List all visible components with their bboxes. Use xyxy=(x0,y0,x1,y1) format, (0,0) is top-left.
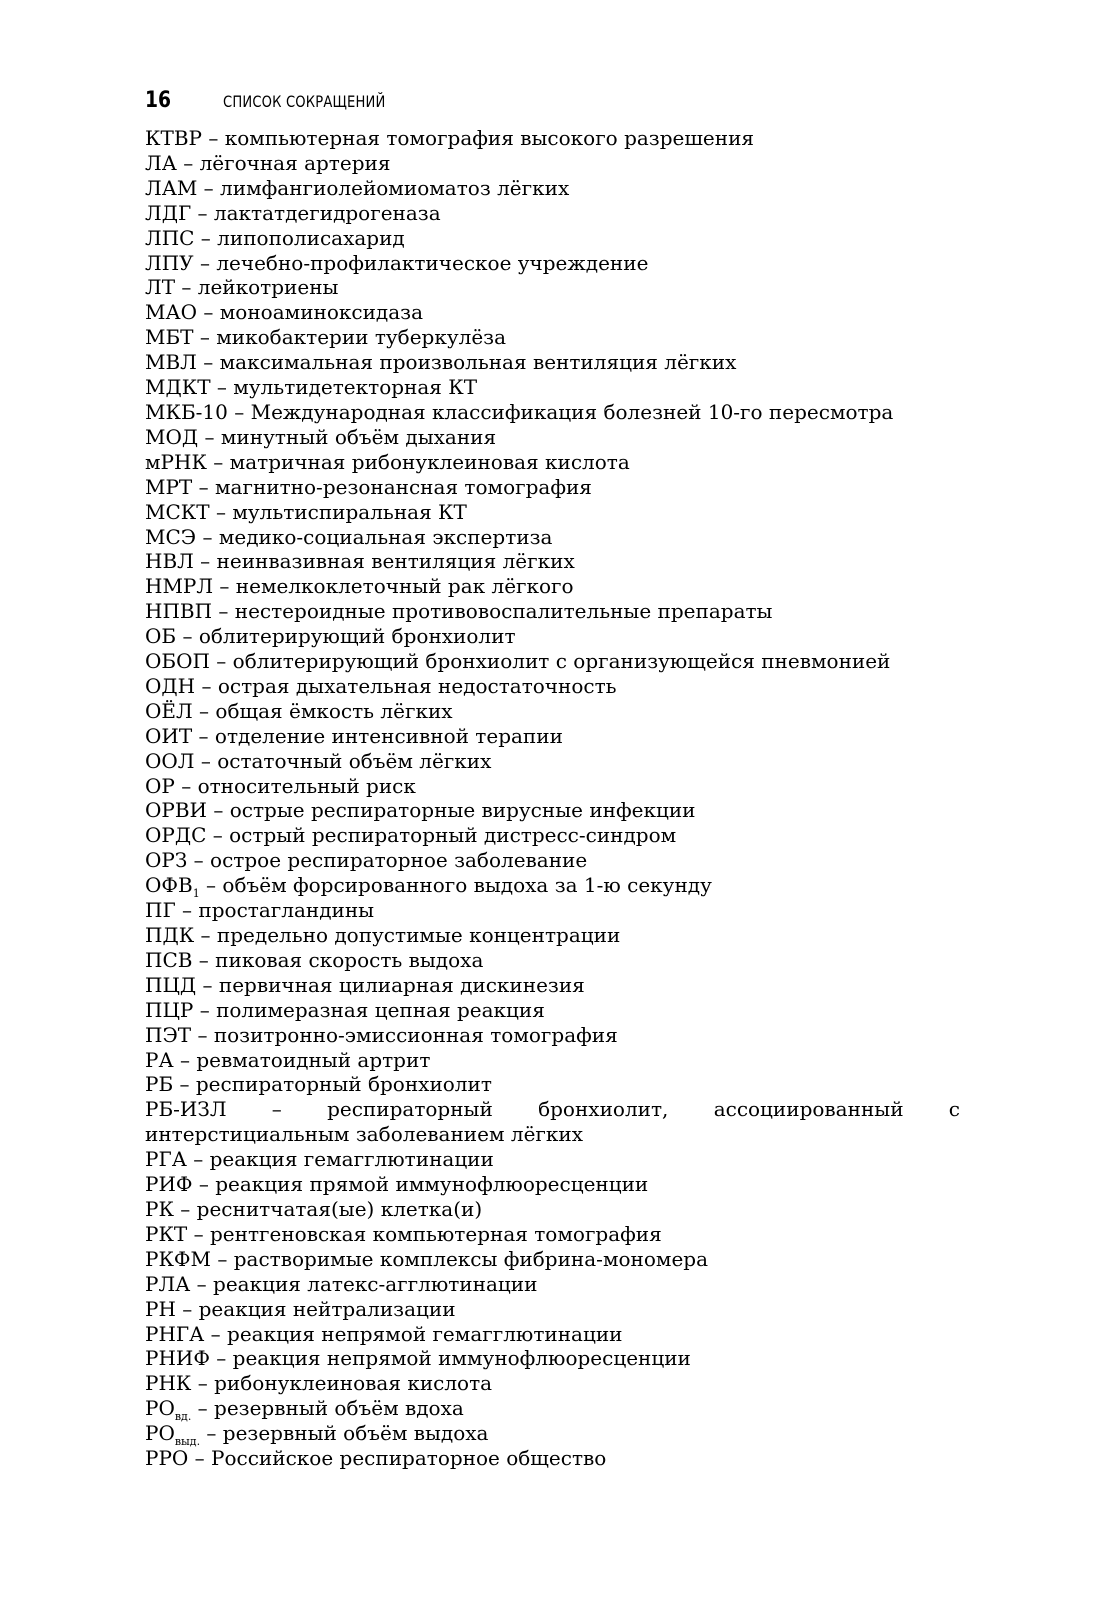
abbreviation-term: РО xyxy=(145,1396,175,1421)
abbreviation-definition: предельно допустимые концентрации xyxy=(216,923,621,947)
abbreviation-definition: рентгеновская компьютерная томография xyxy=(210,1221,662,1246)
abbreviation-entry: ПГ – простагландины xyxy=(145,898,375,923)
abbreviation-entry: МСЭ – медико-социальная экспертиза xyxy=(145,524,553,549)
abbreviation-entry: РН – реакция нейтрализации xyxy=(145,1296,456,1321)
abbreviation-entry: РНГА – реакция непрямой гемагглютинации xyxy=(145,1321,623,1346)
abbreviation-definition: остаточный объём лёгких xyxy=(217,748,492,773)
abbreviation-definition: реснитчатая(ые) клетка(и) xyxy=(196,1196,483,1221)
abbreviation-definition: резервный объём выдоха xyxy=(222,1421,489,1446)
abbreviation-definition: ревматоидный артрит xyxy=(196,1047,431,1072)
abbreviation-term: ПЦД xyxy=(145,972,197,997)
abbreviation-definition: реакция непрямой гемагглютинации xyxy=(227,1321,623,1346)
abbreviation-definition: облитерирующий бронхиолит xyxy=(198,624,516,649)
abbreviation-definition: реакция гемагглютинации xyxy=(209,1147,494,1172)
abbreviation-definition: медико-социальная экспертиза xyxy=(218,524,553,549)
abbreviation-definition: рибонуклеиновая кислота xyxy=(214,1371,493,1396)
running-head: СПИСОК СОКРАЩЕНИЙ xyxy=(223,92,386,111)
abbreviation-entry: РНИФ – реакция непрямой иммунофлюоресценции xyxy=(145,1346,691,1371)
abbreviation-entry: ЛА – лёгочная артерия xyxy=(145,150,391,175)
abbreviation-term: ЛПУ xyxy=(145,250,194,275)
abbreviation-term: ПЦР xyxy=(145,997,194,1022)
abbreviation-definition: относительный риск xyxy=(197,773,416,798)
abbreviation-entry: РНК – рибонуклеиновая кислота xyxy=(145,1371,493,1396)
abbreviation-entry: МАО – моноаминоксидаза xyxy=(145,300,424,325)
abbreviation-term: РГА xyxy=(145,1147,187,1172)
abbreviation-entry: ПЦД – первичная цилиарная дискинезия xyxy=(145,972,585,997)
abbreviation-entry: НПВП – нестероидные противовоспалительные препараты xyxy=(145,599,773,624)
abbreviation-term: РКТ xyxy=(145,1221,188,1246)
abbreviation-definition: реакция нейтрализации xyxy=(198,1296,456,1321)
abbreviation-entry: МДКТ – мультидетекторная КТ xyxy=(145,375,478,400)
abbreviation-term: ОФВ xyxy=(145,873,193,898)
abbreviation-term: ЛДГ xyxy=(145,200,192,225)
abbreviation-term: ОРВИ xyxy=(145,798,207,823)
abbreviation-term: ОР xyxy=(145,773,175,798)
abbreviation-entry: ОРВИ – острые респираторные вирусные инфекции xyxy=(145,798,696,823)
abbreviation-definition: реакция непрямой иммунофлюоресценции xyxy=(232,1346,691,1371)
abbreviation-definition: позитронно-эмиссионная томография xyxy=(213,1022,618,1047)
abbreviation-term: РНГА xyxy=(145,1321,205,1346)
abbreviation-entry: РК – реснитчатая(ые) клетка(и) xyxy=(145,1196,483,1221)
abbreviation-subscript: 1 xyxy=(192,887,200,901)
page-header xyxy=(145,88,421,118)
abbreviation-entry: МОД – минутный объём дыхания xyxy=(145,424,497,449)
abbreviation-entry: ОИТ – отделение интенсивной терапии xyxy=(145,723,563,748)
abbreviation-term: НВЛ xyxy=(145,549,194,574)
abbreviation-definition: первичная цилиарная дискинезия xyxy=(218,972,585,997)
abbreviation-entry: ЛПУ – лечебно-профилактическое учреждение xyxy=(145,250,649,275)
abbreviation-entry: ПДК – предельно допустимые концентрации xyxy=(145,923,621,947)
abbreviation-definition: компьютерная томография высокого разрешения xyxy=(224,126,755,150)
abbreviation-term: КТВР xyxy=(145,126,202,150)
abbreviation-definition: матричная рибонуклеиновая кислота xyxy=(229,449,630,474)
abbreviation-definition: лактатдегидрогеназа xyxy=(213,200,441,225)
abbreviation-term: ОРЗ xyxy=(145,848,188,873)
abbreviation-entry: ОРЗ – острое респираторное заболевание xyxy=(145,848,588,873)
abbreviation-term: МОД xyxy=(145,424,199,449)
abbreviation-entry: ПЦР – полимеразная цепная реакция xyxy=(145,997,545,1022)
abbreviation-entry: МВЛ – максимальная произвольная вентиляция лёгких xyxy=(145,350,737,375)
abbreviation-entry: ОЁЛ – общая ёмкость лёгких xyxy=(145,698,453,723)
abbreviation-term: МСКТ xyxy=(145,499,210,524)
abbreviation-definition: резервный объём вдоха xyxy=(214,1396,464,1421)
abbreviation-entry: ЛДГ – лактатдегидрогеназа xyxy=(145,200,441,225)
abbreviation-entry: $РО_{вд.}$ – резервный объём вдоха xyxy=(145,1396,464,1424)
abbreviation-term: МБТ xyxy=(145,325,194,350)
abbreviation-definition: реакция латекс-агглютинации xyxy=(213,1271,538,1296)
abbreviation-term: ОБОП xyxy=(145,649,210,674)
abbreviation-definition: общая ёмкость лёгких xyxy=(215,698,453,723)
abbreviation-entry: МСКТ – мультиспиральная КТ xyxy=(145,499,467,524)
abbreviation-term: РА xyxy=(145,1047,174,1072)
abbreviation-term: ОРДС xyxy=(145,823,207,848)
abbreviation-entry: МРТ – магнитно-резонансная томография xyxy=(145,474,592,499)
abbreviation-term: МКБ-10 xyxy=(145,399,228,424)
abbreviation-entry: ПЭТ – позитронно-эмиссионная томография xyxy=(145,1022,618,1047)
abbreviation-definition: лейкотриены xyxy=(197,275,339,300)
abbreviation-definition: острое респираторное заболевание xyxy=(210,848,588,873)
page-number: 16 xyxy=(145,88,172,113)
abbreviation-entry: РКФМ – растворимые комплексы фибрина-мономера xyxy=(145,1246,709,1271)
abbreviation-entry: ЛАМ – лимфангиолейомиоматоз лёгких xyxy=(145,175,570,200)
abbreviation-entry: ОДН – острая дыхательная недостаточность xyxy=(145,673,617,698)
abbreviation-term: РНИФ xyxy=(145,1346,210,1371)
abbreviation-list xyxy=(145,126,960,1471)
abbreviation-term: ОЁЛ xyxy=(145,698,193,723)
abbreviation-definition: острая дыхательная недостаточность xyxy=(217,673,617,698)
abbreviation-term: РО xyxy=(145,1421,175,1446)
abbreviation-definition: отделение интенсивной терапии xyxy=(214,723,563,748)
abbreviation-entry: РБ – респираторный бронхиолит xyxy=(145,1072,492,1097)
abbreviation-definition: лечебно-профилактическое учреждение xyxy=(216,250,649,275)
abbreviation-subscript: вд. xyxy=(174,1410,192,1424)
abbreviation-term: ЛАМ xyxy=(145,175,198,200)
abbreviation-term: ПСВ xyxy=(145,947,193,972)
abbreviation-term: мРНК xyxy=(145,449,207,474)
abbreviation-definition: объём форсированного выдоха за 1-ю секунду xyxy=(222,873,712,898)
abbreviation-definition: респираторный бронхиолит xyxy=(195,1072,492,1097)
abbreviation-entry: РА – ревматоидный артрит xyxy=(145,1047,431,1072)
abbreviation-subscript: выд. xyxy=(174,1435,201,1449)
abbreviation-entry: ООЛ – остаточный объём лёгких xyxy=(145,748,492,773)
abbreviation-entry: ОР – относительный риск xyxy=(145,773,416,798)
abbreviation-term: РРО xyxy=(145,1446,189,1471)
abbreviation-entry: ОБ – облитерирующий бронхиолит xyxy=(145,624,516,649)
abbreviation-term: ЛА xyxy=(145,150,177,175)
abbreviation-definition: мультиспиральная КТ xyxy=(232,499,467,524)
abbreviation-term: РБ-ИЗЛ xyxy=(145,1097,227,1122)
abbreviation-entry: $ОФВ_1$ – объём форсированного выдоха за 1-ю секунду xyxy=(145,873,712,901)
abbreviation-entry: ОРДС – острый респираторный дистресс-синдром xyxy=(145,823,677,848)
abbreviation-definition: лёгочная артерия xyxy=(199,150,391,175)
abbreviation-definition: микобактерии туберкулёза xyxy=(216,325,506,350)
abbreviation-term: ПДК xyxy=(145,923,195,947)
abbreviation-definition: лимфангиолейомиоматоз лёгких xyxy=(220,175,570,200)
abbreviation-entry: ЛПС – липополисахарид xyxy=(145,225,405,250)
abbreviation-term: РБ xyxy=(145,1072,174,1097)
abbreviation-term: НМРЛ xyxy=(145,574,214,599)
abbreviation-definition: максимальная произвольная вентиляция лёгких xyxy=(219,350,737,375)
abbreviation-definition: Российское респираторное общество xyxy=(211,1446,607,1471)
abbreviation-definition: облитерирующий бронхиолит с организующейся пневмонией xyxy=(232,649,891,674)
abbreviation-term: ПЭТ xyxy=(145,1022,192,1047)
abbreviation-definition: моноаминоксидаза xyxy=(219,300,424,325)
abbreviation-definition: липополисахарид xyxy=(217,225,405,250)
abbreviation-term: МРТ xyxy=(145,474,193,499)
abbreviation-definition: реакция прямой иммунофлюоресценции xyxy=(215,1172,649,1197)
abbreviation-entry: РГА – реакция гемагглютинации xyxy=(145,1147,494,1172)
abbreviation-definition: простагландины xyxy=(198,898,375,923)
abbreviation-term: МСЭ xyxy=(145,524,197,549)
abbreviation-definition: магнитно-резонансная томография xyxy=(215,474,592,499)
abbreviation-term: МВЛ xyxy=(145,350,197,375)
abbreviation-entry: ЛТ – лейкотриены xyxy=(145,275,339,300)
abbreviation-entry: $РО_{выд.}$ – резервный объём выдоха xyxy=(145,1421,489,1449)
abbreviation-entry: ПСВ – пиковая скорость выдоха xyxy=(145,947,484,972)
abbreviation-definition: растворимые комплексы фибрина-мономера xyxy=(233,1246,709,1271)
abbreviation-term: ЛТ xyxy=(145,275,176,300)
abbreviation-entry: МБТ – микобактерии туберкулёза xyxy=(145,325,506,350)
abbreviation-term: ПГ xyxy=(145,898,176,923)
abbreviation-entry: КТВР – компьютерная томография высокого разрешения xyxy=(145,126,755,150)
abbreviation-definition: полимеразная цепная реакция xyxy=(216,997,545,1022)
abbreviation-entry: РИФ – реакция прямой иммунофлюоресценции xyxy=(145,1172,649,1197)
abbreviation-definition: респираторный бронхиолит, ассоциированный с интерстициальным заболеванием лёгких xyxy=(145,1097,961,1147)
abbreviation-definition: минутный объём дыхания xyxy=(220,424,497,449)
abbreviation-term: РН xyxy=(145,1296,176,1321)
abbreviation-entry: НМРЛ – немелкоклеточный рак лёгкого xyxy=(145,574,574,599)
abbreviation-term: МАО xyxy=(145,300,198,325)
abbreviation-term: МДКТ xyxy=(145,375,211,400)
abbreviation-definition: острые респираторные вирусные инфекции xyxy=(229,798,696,823)
abbreviation-entry: РКТ – рентгеновская компьютерная томография xyxy=(145,1221,662,1246)
abbreviation-term: ОБ xyxy=(145,624,177,649)
abbreviation-entry: мРНК – матричная рибонуклеиновая кислота xyxy=(145,449,630,474)
abbreviation-term: НПВП xyxy=(145,599,213,624)
abbreviation-term: РЛА xyxy=(145,1271,191,1296)
abbreviation-entry: МКБ-10 – Международная классификация болезней 10-го пересмотра xyxy=(145,399,894,424)
abbreviation-term: РИФ xyxy=(145,1172,193,1197)
abbreviation-entry: НВЛ – неинвазивная вентиляция лёгких xyxy=(145,549,575,574)
abbreviation-entry: РЛА – реакция латекс-агглютинации xyxy=(145,1271,538,1296)
abbreviation-term: РНК xyxy=(145,1371,192,1396)
abbreviation-term: РКФМ xyxy=(145,1246,212,1271)
abbreviation-definition: острый респираторный дистресс-синдром xyxy=(229,823,677,848)
abbreviation-entry: ОБОП – облитерирующий бронхиолит с организующейся пневмонией xyxy=(145,649,891,674)
abbreviation-entry: РРО – Российское респираторное общество xyxy=(145,1446,607,1471)
abbreviation-definition: немелкоклеточный рак лёгкого xyxy=(235,574,574,599)
abbreviation-term: ОИТ xyxy=(145,723,193,748)
abbreviation-definition: Международная классификация болезней 10-го пересмотра xyxy=(250,399,894,424)
abbreviation-term: ОДН xyxy=(145,673,196,698)
abbreviation-entry: РБ-ИЗЛ – респираторный бронхиолит, ассоциированный с интерстициальным заболеванием лёгких xyxy=(145,1097,961,1147)
abbreviation-term: РК xyxy=(145,1196,174,1221)
abbreviation-term: ЛПС xyxy=(145,225,195,250)
abbreviation-definition: пиковая скорость выдоха xyxy=(215,947,484,972)
abbreviation-definition: неинвазивная вентиляция лёгких xyxy=(216,549,575,574)
abbreviation-definition: мультидетекторная КТ xyxy=(233,375,478,400)
abbreviation-definition: нестероидные противовоспалительные препараты xyxy=(234,599,773,624)
abbreviation-term: ООЛ xyxy=(145,748,195,773)
